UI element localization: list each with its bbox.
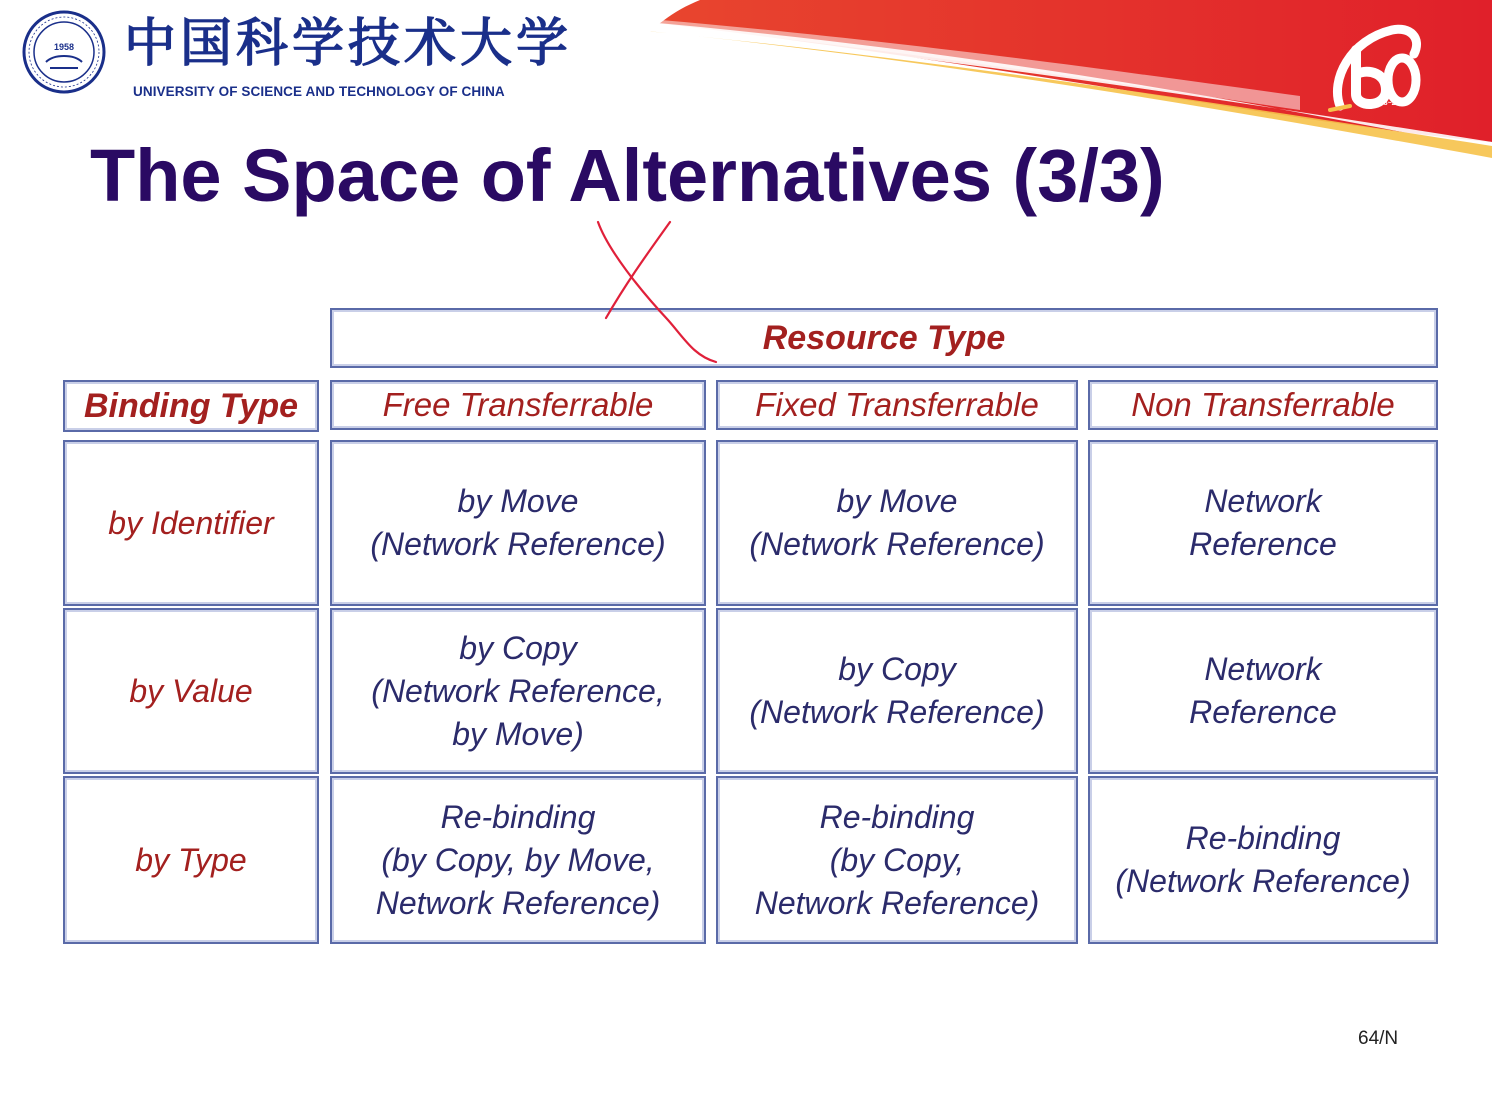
slide-title: The Space of Alternatives (3/3)	[90, 134, 1165, 217]
university-seal-logo	[22, 10, 106, 94]
row-label-by-value: by Value	[63, 608, 319, 774]
table-cell: by Copy (Network Reference)	[716, 608, 1078, 774]
column-header-free-transferrable: Free Transferrable	[330, 380, 706, 430]
row-label-by-identifier: by Identifier	[63, 440, 319, 606]
table-cell: Re-binding (by Copy, by Move, Network Reference)	[330, 776, 706, 944]
anniversary-emblem-icon	[1310, 10, 1430, 120]
table-cell: Network Reference	[1088, 440, 1438, 606]
seal-year: 1958	[53, 42, 75, 52]
column-header-fixed-transferrable: Fixed Transferrable	[716, 380, 1078, 430]
page-number: 64/N	[1358, 1028, 1399, 1049]
row-label-by-type: by Type	[63, 776, 319, 944]
anniversary-years: 1958~2008	[1372, 100, 1408, 107]
table-cell: by Move (Network Reference)	[330, 440, 706, 606]
table-cell: Re-binding (Network Reference)	[1088, 776, 1438, 944]
table-cell: by Move (Network Reference)	[716, 440, 1078, 606]
column-header-non-transferrable: Non Transferrable	[1088, 380, 1438, 430]
table-cell: Network Reference	[1088, 608, 1438, 774]
table-cell: Re-binding (by Copy, Network Reference)	[716, 776, 1078, 944]
university-name-english: UNIVERSITY OF SCIENCE AND TECHNOLOGY OF CHINA	[133, 84, 505, 99]
resource-type-header: Resource Type	[330, 308, 1438, 368]
binding-type-header: Binding Type	[63, 380, 319, 432]
table-cell: by Copy (Network Reference, by Move)	[330, 608, 706, 774]
university-name-chinese: 中国科学技术大学	[124, 13, 573, 74]
